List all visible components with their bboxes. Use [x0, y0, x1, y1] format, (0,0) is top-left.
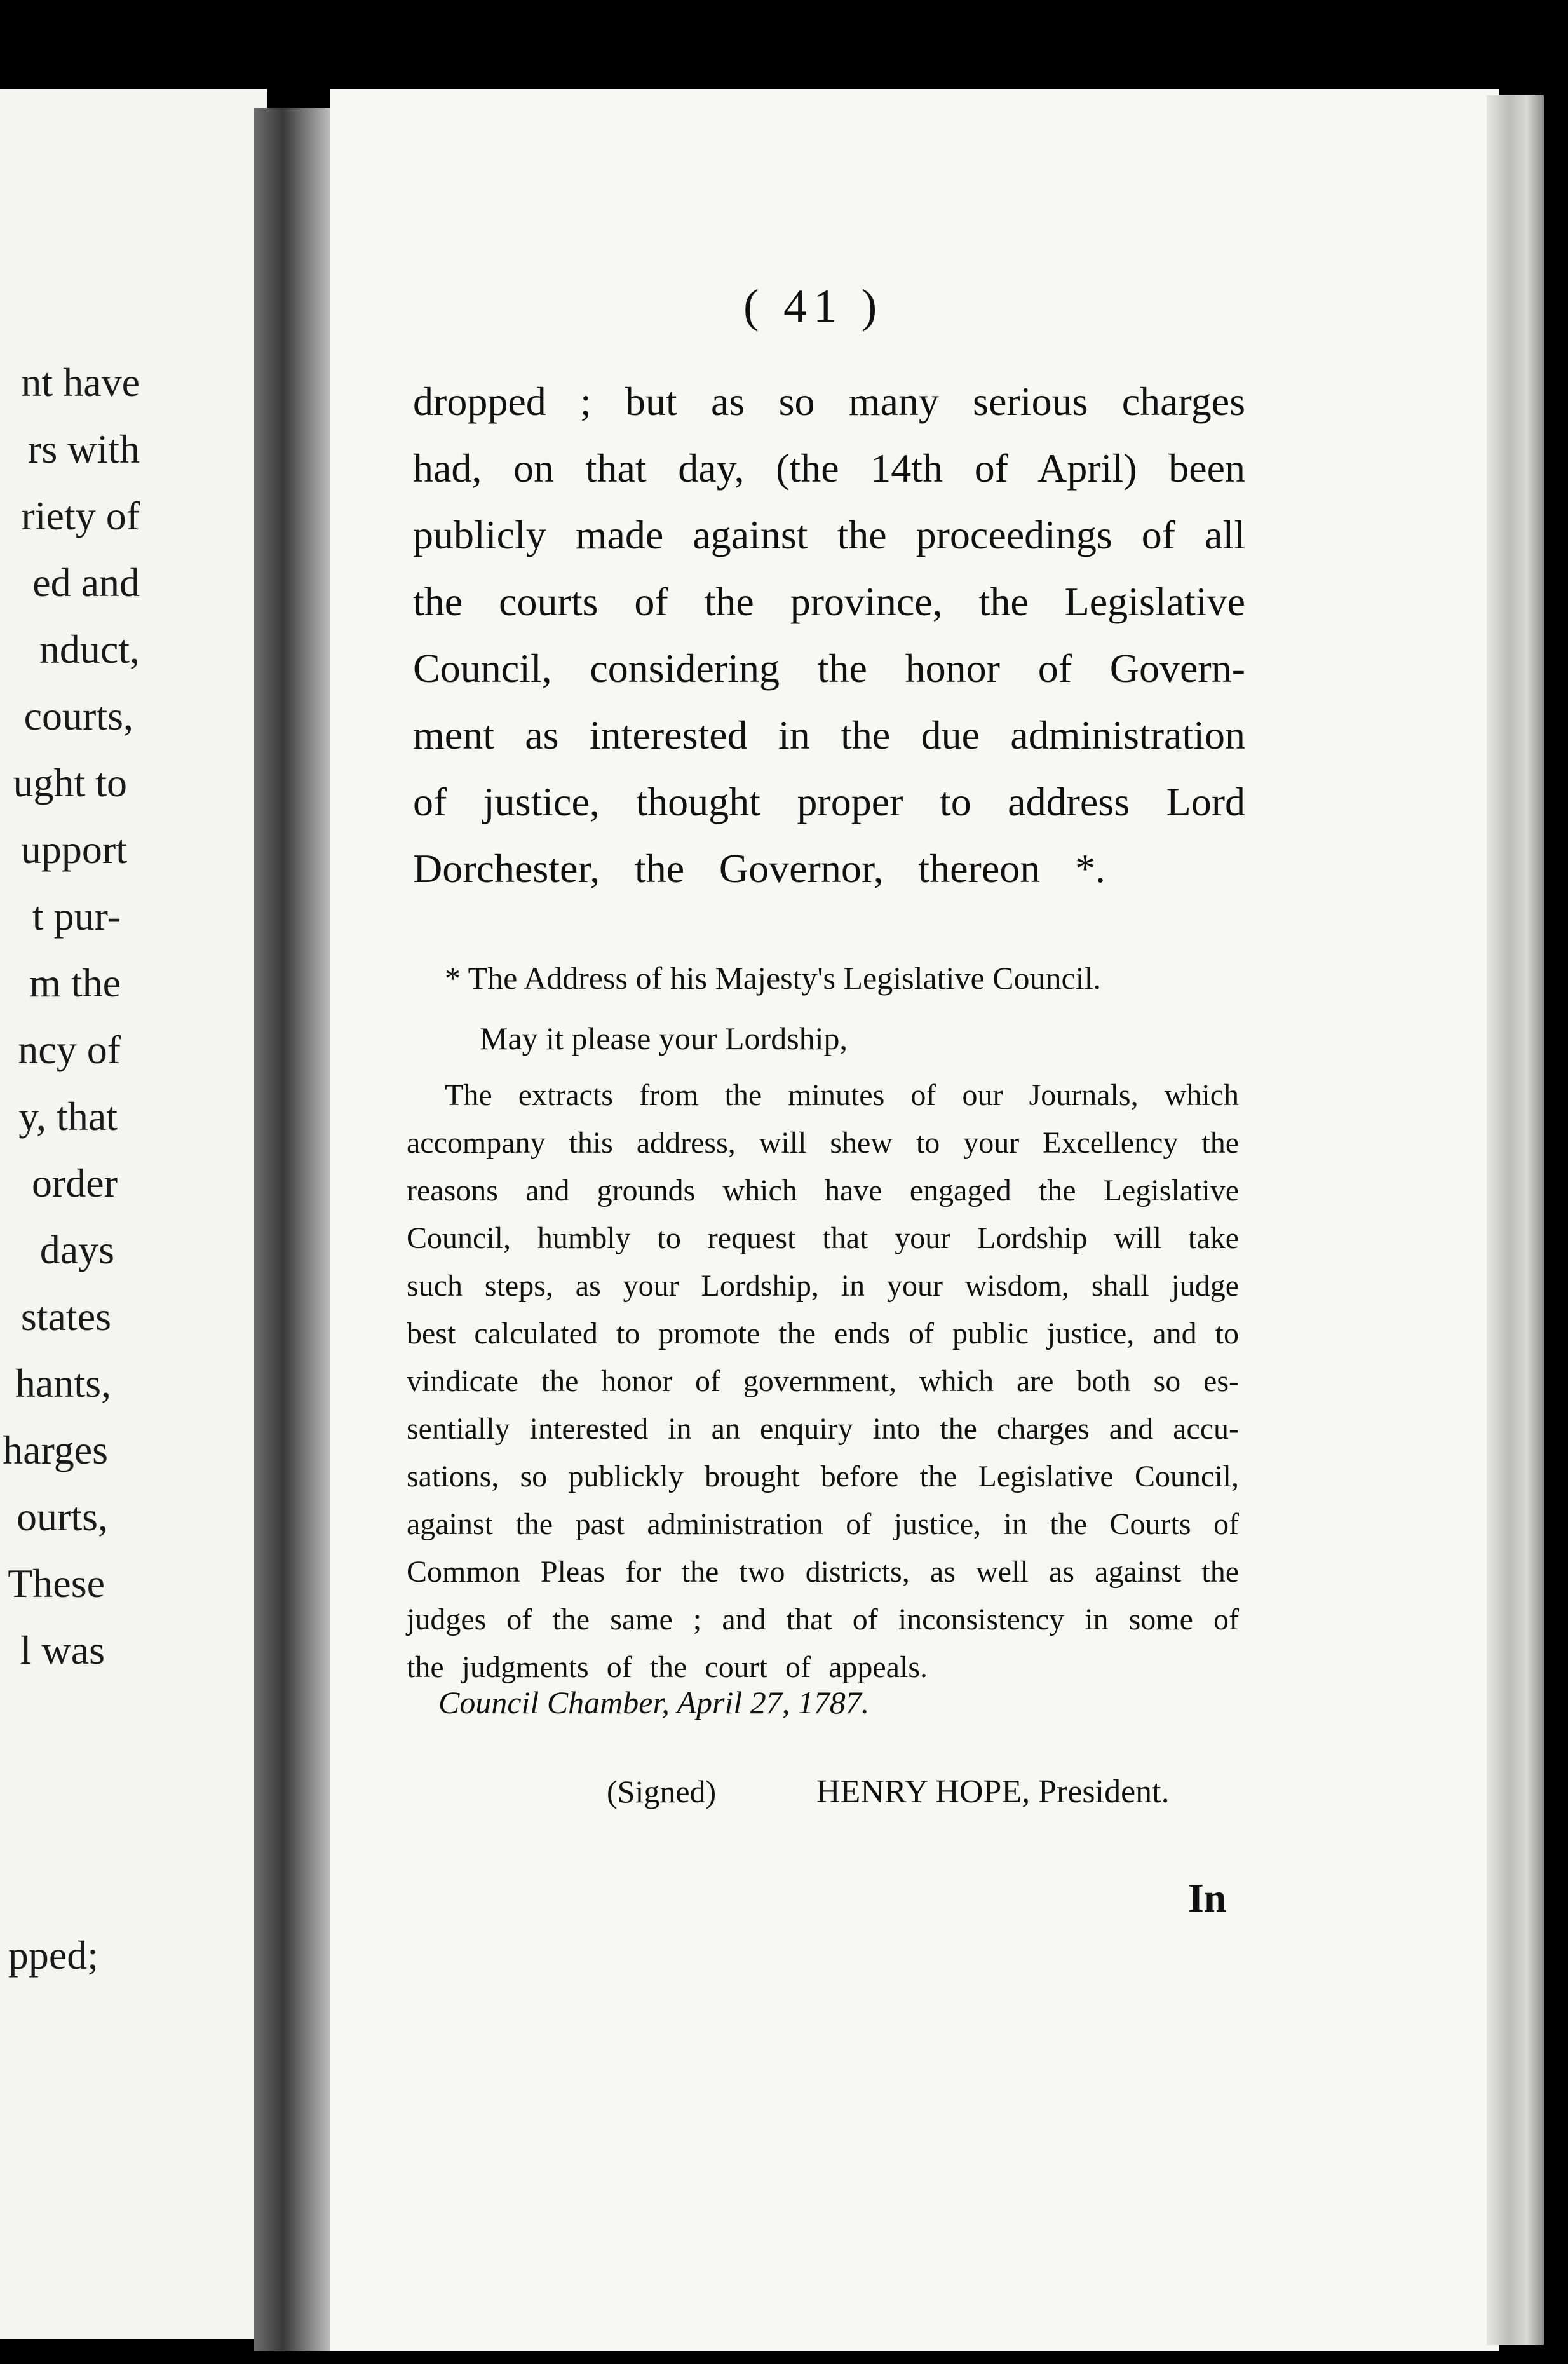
- footnote-line: against the past administration of justice, in the Courts of: [407, 1507, 1239, 1541]
- left-line: These: [8, 1561, 105, 1606]
- left-line: ught to: [13, 760, 127, 805]
- left-line: courts,: [24, 693, 133, 738]
- footnote-date-line: Council Chamber, April 27, 1787.: [438, 1685, 870, 1720]
- left-line: y, that: [18, 1094, 118, 1139]
- left-page-text-clip: [0, 89, 267, 2339]
- footnote-salutation: May it please your Lordship,: [480, 1021, 848, 1056]
- left-line: m the: [29, 960, 121, 1005]
- signed-label: (Signed): [607, 1774, 717, 1809]
- footnote-line: best calculated to promote the ends of public justice, and to: [407, 1317, 1239, 1350]
- body-line: had, on that day, (the 14th of April) been: [413, 445, 1245, 491]
- signature: HENRY HOPE, President.: [816, 1774, 1170, 1810]
- body-line: publicly made against the proceedings of all: [413, 512, 1245, 557]
- right-page: [330, 89, 1499, 2351]
- page-number: ( 41 ): [743, 280, 884, 332]
- footnote-line: sations, so publickly brought before the Legislative Council,: [407, 1460, 1239, 1493]
- footnote-line: judges of the same ; and that of inconsistency in some of: [407, 1603, 1239, 1636]
- left-line: l was: [20, 1627, 105, 1673]
- footnote-line: such steps, as your Lordship, in your wisdom, shall judge: [407, 1269, 1239, 1303]
- left-page-lines: [0, 89, 267, 2339]
- left-line: states: [20, 1294, 111, 1339]
- left-line: upport: [20, 827, 127, 872]
- body-line: Dorchester, the Governor, thereon *.: [413, 846, 1105, 891]
- left-line: pped;: [8, 1933, 98, 1978]
- footnote-heading: * The Address of his Majesty's Legislative Council.: [445, 960, 1101, 996]
- left-line: riety of: [21, 493, 140, 538]
- left-line: ncy of: [18, 1027, 121, 1072]
- left-line: ourts,: [17, 1494, 108, 1539]
- footnote-line: the judgments of the court of appeals.: [407, 1650, 928, 1684]
- footnote-line: The extracts from the minutes of our Journals, which: [445, 1078, 1239, 1112]
- book-gutter: [254, 108, 337, 2351]
- footnote-line: Common Pleas for the two districts, as well as against the: [407, 1555, 1239, 1589]
- body-line: dropped ; but as so many serious charges: [413, 379, 1245, 424]
- footnote-line: sentially interested in an enquiry into the charges and accu-: [407, 1412, 1239, 1446]
- body-line: the courts of the province, the Legislative: [413, 579, 1245, 624]
- page-edge: [1487, 95, 1544, 2345]
- left-line: ed and: [32, 560, 140, 605]
- left-line: harges: [3, 1427, 108, 1472]
- body-line: ment as interested in the due administration: [413, 712, 1245, 757]
- left-line: nt have: [21, 360, 140, 405]
- footnote-line: reasons and grounds which have engaged the Legislative: [407, 1174, 1239, 1207]
- body-line: of justice, thought proper to address Lord: [413, 779, 1245, 824]
- left-line: days: [39, 1227, 114, 1272]
- body-line: Council, considering the honor of Govern-: [413, 646, 1245, 691]
- left-line: order: [31, 1160, 118, 1206]
- footnote-line: accompany this address, will shew to your Excellency the: [407, 1126, 1239, 1160]
- left-line: nduct,: [39, 627, 140, 672]
- left-line: t pur-: [32, 893, 121, 939]
- left-facing-page: [0, 89, 267, 2339]
- footnote-line: vindicate the honor of government, which are both so es-: [407, 1364, 1239, 1398]
- catchword: In: [1188, 1875, 1227, 1920]
- left-line: hants,: [15, 1361, 111, 1406]
- left-line: rs with: [28, 426, 140, 472]
- footnote-line: Council, humbly to request that your Lordship will take: [407, 1221, 1239, 1255]
